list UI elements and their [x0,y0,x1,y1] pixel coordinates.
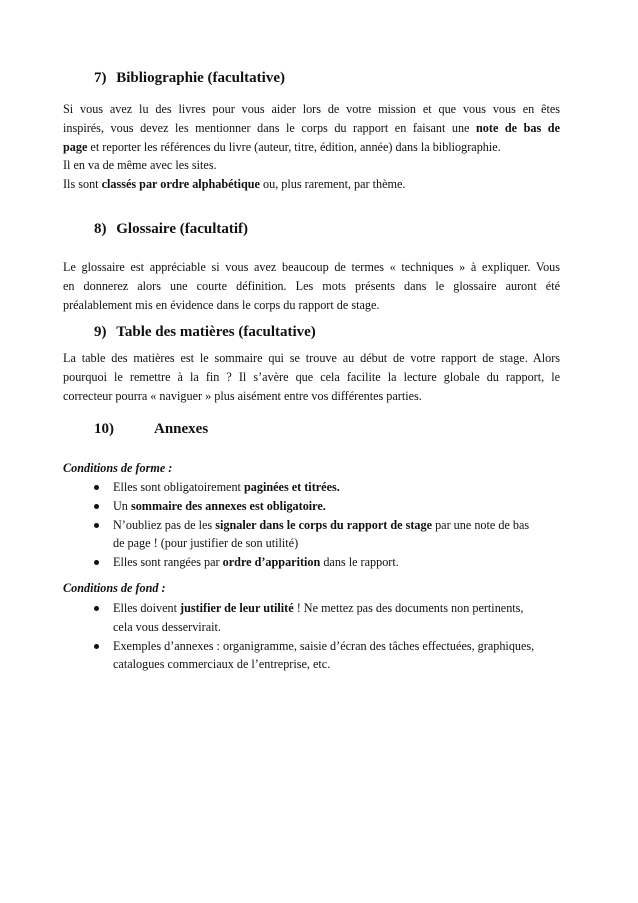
section-7-line-3-bold: page [63,139,88,154]
section-7-line-5-bold: classés par ordre alphabétique [101,177,260,192]
bullet-icon [94,523,99,528]
list-item [63,478,560,497]
section-8-line-1: Le glossaire est appréciable si vous avez beaucoup de termes « techniques » à expliquer. Vous [63,260,560,274]
list-item [63,599,560,637]
list-item-line-2: catalogues commerciaux de l’entreprise, etc. [113,657,331,672]
section-9-paragraph [63,349,560,405]
list-item [63,553,560,572]
list-item-bold: sommaire des annexes est obligatoire. [130,498,326,513]
list-item-text-end: dans le rapport. [320,555,399,570]
bullet-icon [94,560,99,565]
section-7-number: 7) [94,70,107,86]
section-9-line-3: correcteur pourra « naviguer » plus aisément entre vos différentes parties. [63,388,422,403]
section-7-line-5 [63,175,560,194]
section-8-heading [94,221,248,238]
list-item-bold: justifier de leur utilité [180,601,294,615]
bullet-icon [94,644,99,649]
section-8-line-3: préalablement mis en évidence dans le corps du rapport de stage. [63,297,380,312]
section-7-line-3-text: et reporter les références du livre (auteur, titre, édition, année) dans la bibliographie. [87,139,501,154]
section-9-number: 9) [94,324,107,340]
list-item-text: Elles sont obligatoirement [113,480,244,494]
section-8-paragraph [63,258,560,314]
conditions-forme-label: Conditions de forme : [63,461,173,475]
section-7-line-2-text: inspirés, vous devez les mentionner dans le corps du rapport en faisant une [63,120,477,135]
section-9-line-1: La table des matières est le sommaire qui se trouve au début de votre rapport de stage. Alors [63,351,560,365]
section-7-paragraph [63,100,560,194]
list-item-text: N’oubliez pas de les [113,517,216,532]
section-7-line-2-bold: note de bas de [476,120,560,135]
list-item-text: Un [113,498,131,513]
section-7-title: Bibliographie (facultative) [116,70,285,86]
list-item-line-1 [113,599,560,618]
section-8-title: Glossaire (facultatif) [116,221,249,237]
bullet-icon [94,606,99,611]
bullet-icon [94,504,99,509]
section-7-line-3 [63,138,560,157]
section-7-line-1: Si vous avez lu des livres pour vous aider lors de votre mission et que vous vous en êtes [63,102,560,116]
conditions-forme-list [63,478,560,572]
list-item [63,516,560,554]
list-item-line-1: Exemples d’annexes : organigramme, saisie d’écran des tâches effectuées, graphiques, [113,638,535,653]
list-item-line-2: cela vous desservirait. [113,619,221,634]
list-item-line-1 [113,516,560,535]
list-item-text: Elles sont rangées par [113,555,223,570]
section-7-heading [94,70,285,87]
section-9-line-2: pourquoi le remettre à la fin ? Il s’avère que cela facilite la lecture globale du rapport, le [63,369,560,384]
list-item-bold: ordre d’apparition [222,555,321,570]
bullet-icon [94,485,99,490]
list-item [63,497,560,516]
section-8-number: 8) [94,221,107,237]
section-7-line-2 [63,119,560,138]
list-item-text-end: ! Ne mettez pas des documents non pertinents, [293,601,524,615]
list-item-text-end: par une note de bas [432,517,530,532]
section-9-title: Table des matières (facultative) [116,324,316,340]
section-10-heading [94,421,209,438]
section-7-line-4: Il en va de même avec les sites. [63,158,217,173]
section-9-heading [94,324,316,341]
section-8-line-2: en donnerez alors une courte définition. Les mots présents dans le glossaire auront été [63,278,560,293]
list-item [63,637,560,675]
list-item-text: Elles doivent [113,601,181,615]
list-item-line-2: de page ! (pour justifier de son utilité) [113,536,299,551]
section-10-number: 10) [94,421,114,437]
conditions-fond-label: Conditions de fond : [63,581,166,595]
list-item-bold: paginées et titrées. [244,480,340,494]
section-10-title: Annexes [154,421,209,437]
list-item-bold: signaler dans le corps du rapport de stage [215,517,433,532]
conditions-fond-list [63,599,560,674]
section-7-line-5-text-a: Ils sont [63,177,102,192]
section-7-line-5-text-c: ou, plus rarement, par thème. [259,177,406,192]
